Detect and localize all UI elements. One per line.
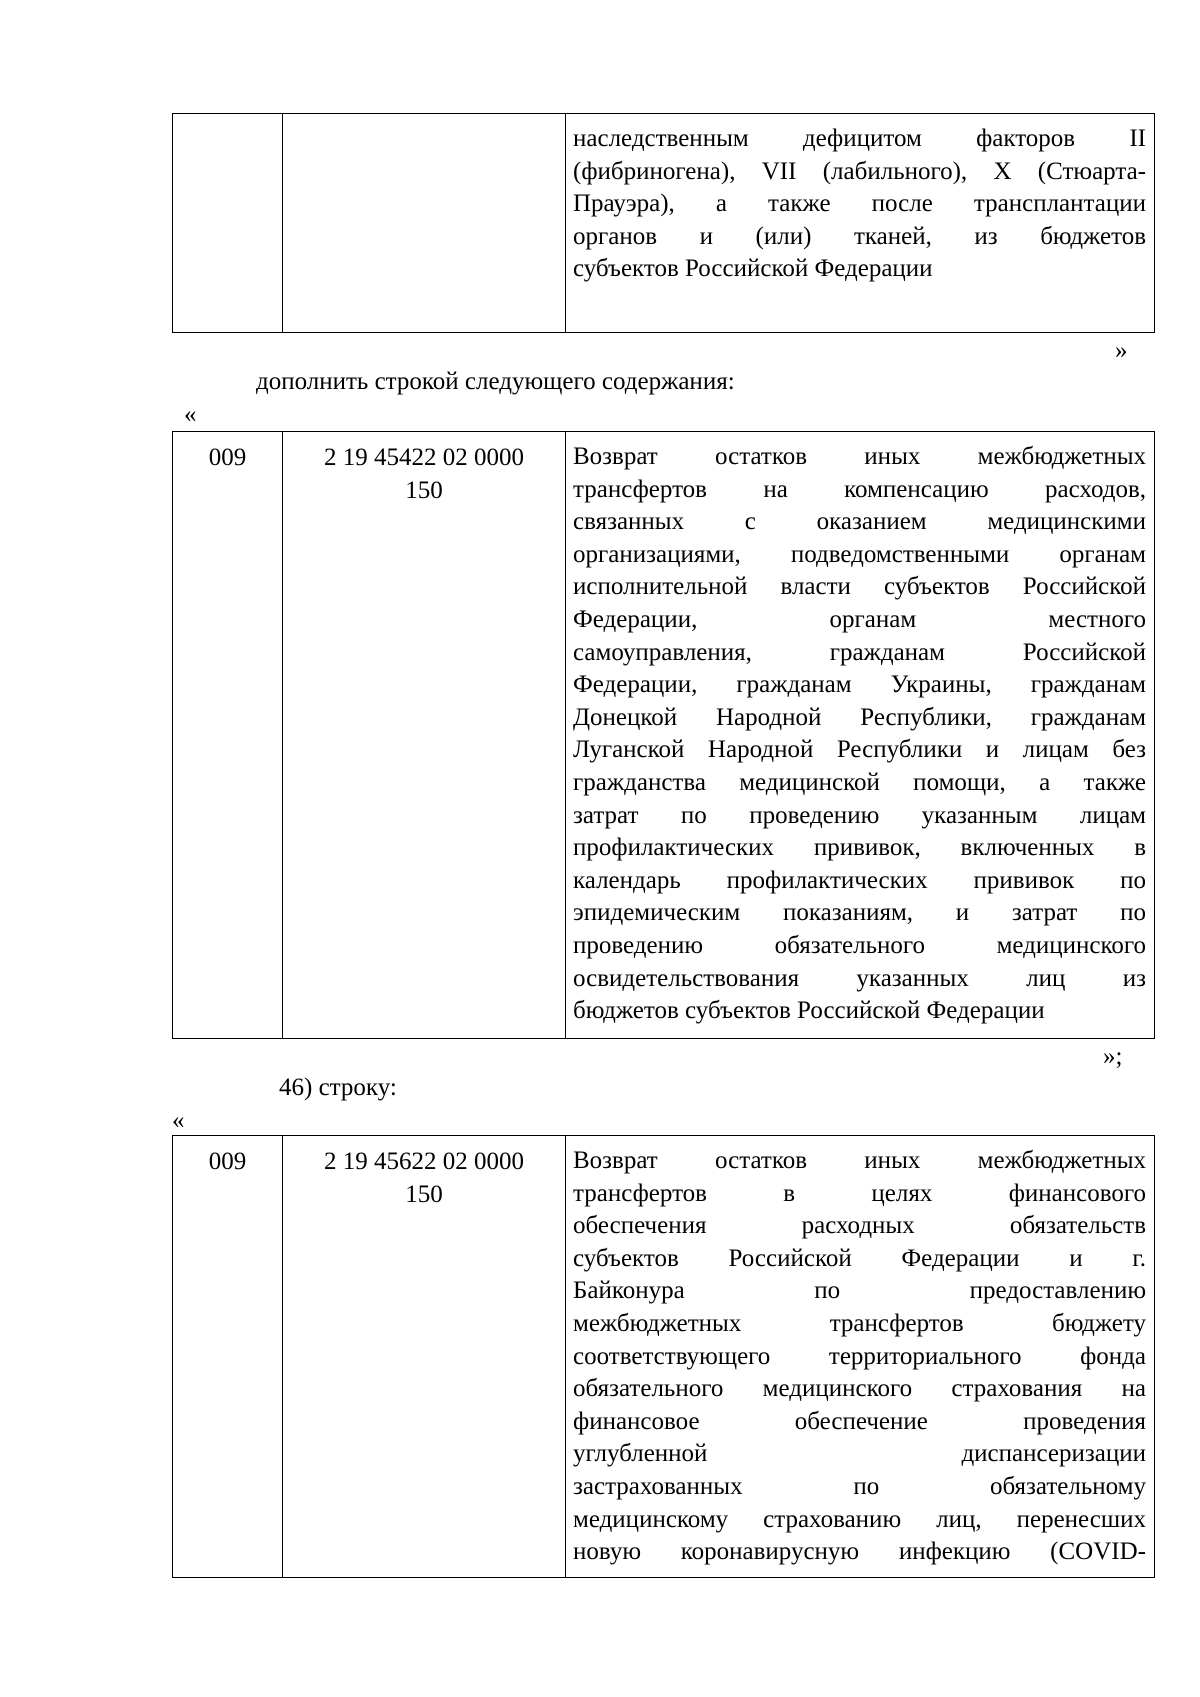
cell-code bbox=[283, 114, 566, 333]
table-row bbox=[173, 114, 1155, 333]
cell-number: 009 bbox=[173, 432, 283, 1039]
instruction-text: 46) строку: bbox=[279, 1074, 397, 1101]
description-line: календарь профилактических прививок по bbox=[573, 866, 1146, 894]
description-line: связанных с оказанием медицинскими bbox=[573, 508, 1146, 536]
description-line: освидетельствования указанных лиц из bbox=[573, 964, 1146, 992]
description-line: Байконура по предоставлению bbox=[573, 1277, 1146, 1305]
description-line: бюджетов субъектов Российской Федерации bbox=[573, 997, 1045, 1025]
description-line: новую коронавирусную инфекцию (COVID- bbox=[573, 1538, 1146, 1566]
code-line: 2 19 45422 02 0000 bbox=[324, 444, 524, 471]
description-line: Луганской Народной Республики и лицам без bbox=[573, 736, 1146, 764]
description-line: межбюджетных трансфертов бюджету bbox=[573, 1309, 1146, 1337]
description-line: обеспечения расходных обязательств bbox=[573, 1212, 1146, 1240]
closing-quote: » bbox=[1115, 337, 1128, 364]
description-line: финансовое обеспечение проведения bbox=[573, 1407, 1146, 1435]
opening-quote: « bbox=[184, 401, 197, 428]
description-line: соответствующего территориального фонда bbox=[573, 1342, 1146, 1370]
description-line: трансфертов на компенсацию расходов, bbox=[573, 475, 1146, 503]
description-line: профилактических прививок, включенных в bbox=[573, 834, 1146, 862]
description-line: эпидемическим показаниям, и затрат по bbox=[573, 899, 1146, 927]
description-line: наследственным дефицитом факторов II bbox=[573, 125, 1146, 152]
description-line: застрахованных по обязательному bbox=[573, 1472, 1146, 1500]
description-line: гражданства медицинской помощи, а также bbox=[573, 768, 1146, 796]
description-line: Возврат остатков иных межбюджетных bbox=[573, 443, 1146, 470]
cell-code bbox=[283, 432, 566, 1039]
description-line: Прауэра), а также после трансплантации bbox=[573, 190, 1146, 218]
description-line: самоуправления, гражданам Российской bbox=[573, 638, 1146, 666]
description-line: Возврат остатков иных межбюджетных bbox=[573, 1147, 1146, 1174]
cell-description bbox=[566, 432, 1155, 1039]
table-bottom bbox=[172, 1135, 1155, 1578]
closing-quote: »; bbox=[1103, 1043, 1123, 1070]
opening-quote: « bbox=[172, 1107, 185, 1134]
description-line: Федерации, органам местного bbox=[573, 605, 1146, 633]
description-line: органов и (или) тканей, из бюджетов bbox=[573, 222, 1146, 250]
code-line: 2 19 45622 02 0000 bbox=[324, 1148, 524, 1175]
description-line: исполнительной власти субъектов Российской bbox=[573, 573, 1146, 601]
code-line: 150 bbox=[405, 477, 443, 504]
cell-description bbox=[566, 114, 1155, 333]
description-line: проведению обязательного медицинского bbox=[573, 931, 1146, 959]
table-row bbox=[173, 1136, 1155, 1578]
cell-number: 009 bbox=[173, 1136, 283, 1578]
cell-code bbox=[283, 1136, 566, 1578]
cell-number bbox=[173, 114, 283, 333]
description-line: (фибриногена), VII (лабильного), X (Стюарта- bbox=[573, 157, 1146, 185]
table-middle bbox=[172, 431, 1155, 1039]
description-line: трансфертов в целях финансового bbox=[573, 1179, 1146, 1207]
code-line: 150 bbox=[405, 1181, 443, 1208]
description-line: медицинскому страхованию лиц, перенесших bbox=[573, 1505, 1146, 1533]
description-line: организациями, подведомственными органам bbox=[573, 540, 1146, 568]
description-line: затрат по проведению указанным лицам bbox=[573, 801, 1146, 829]
description-line: субъектов Российской Федерации и г. bbox=[573, 1244, 1146, 1272]
description-line: обязательного медицинского страхования на bbox=[573, 1375, 1146, 1403]
table-row bbox=[173, 432, 1155, 1039]
table-top bbox=[172, 113, 1155, 333]
cell-description bbox=[566, 1136, 1155, 1578]
description-line: субъектов Российской Федерации bbox=[573, 255, 933, 283]
description-line: Федерации, гражданам Украины, гражданам bbox=[573, 671, 1146, 699]
instruction-text: дополнить строкой следующего содержания: bbox=[256, 368, 735, 395]
description-line: углубленной диспансеризации bbox=[573, 1440, 1146, 1468]
description-line: Донецкой Народной Республики, гражданам bbox=[573, 703, 1146, 731]
